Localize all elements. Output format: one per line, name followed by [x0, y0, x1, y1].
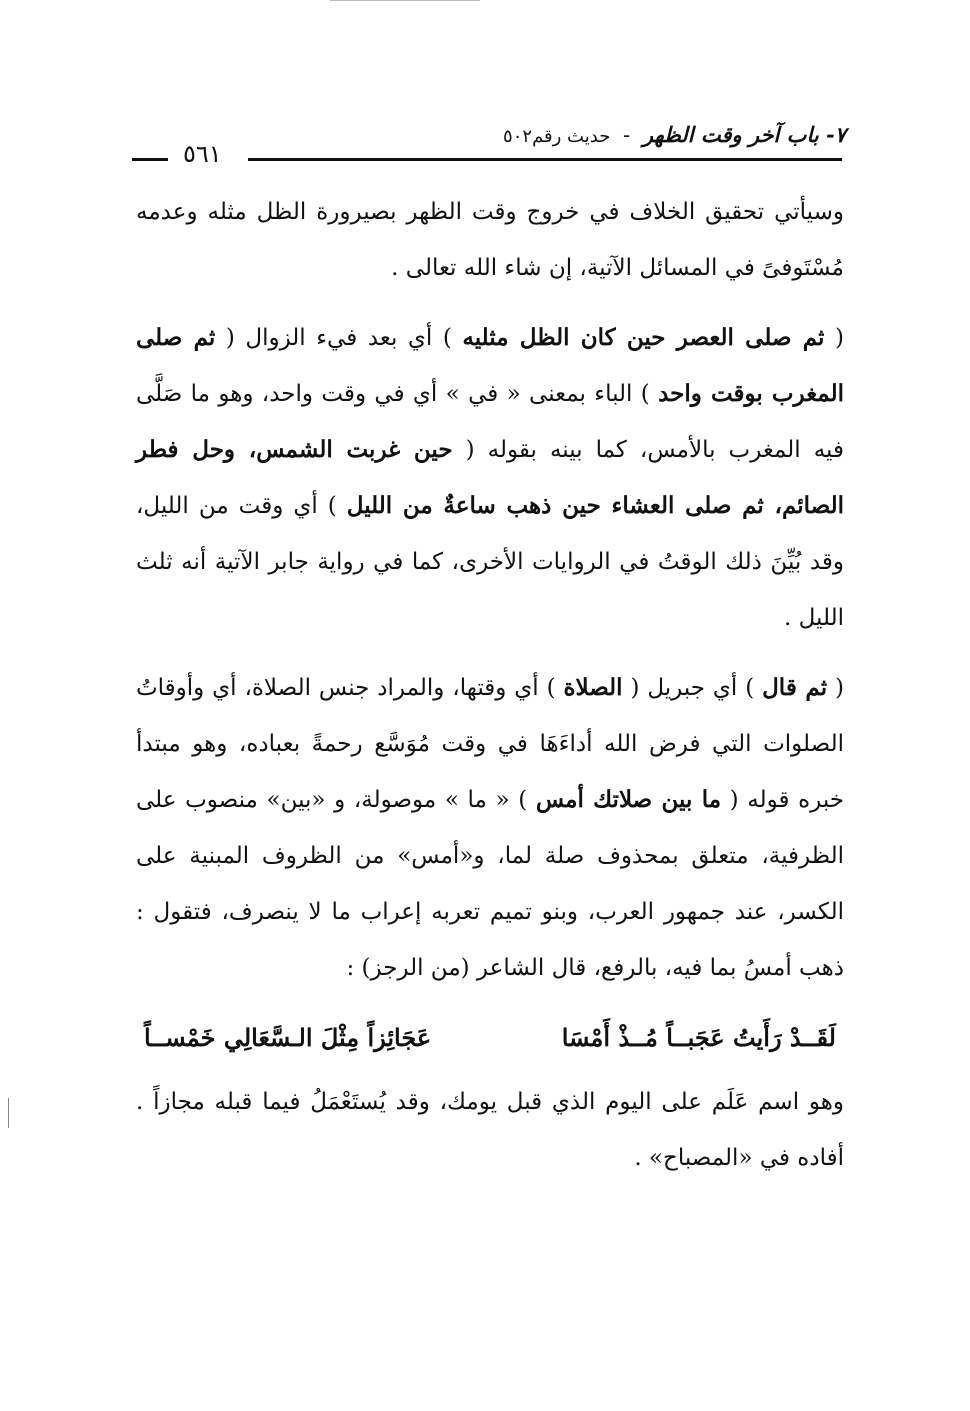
paragraph	[136, 184, 844, 296]
paragraph	[136, 660, 844, 996]
poem-verse	[136, 1010, 844, 1066]
header-chapter: ٧- باب آخر وقت الظهر	[642, 122, 846, 147]
poem-first-hemistich: لَقَــدْ رَأَيتُ عَجَبــاً مُــذْ أَمْسَا	[561, 1023, 836, 1052]
header-separator: -	[623, 123, 631, 147]
text-run: ) « ما » موصولة، و «بين» منصوب على الظرفية، متعلق بمحذوف صلة لما، و«أمس» من الظروف المبنية على الكسر، عند جمهور العرب، وبنو تميم تعربه إعراب ما لا ينصرف، فتقول : ذهب أمسُ بما فيه، بالرفع، قال الشاعر (من الرجز) :	[136, 787, 844, 981]
poem-second-hemistich: عَجَائِزاً مِثْلَ الـسَّعَالِي خَمْســاً	[144, 1023, 432, 1052]
text-run: (	[827, 675, 844, 701]
hadith-quote: حين غربت الشمس، وحل فطر الصائم، ثم صلى العشاء حين ذهب ساعةٌ من الليل	[136, 436, 844, 519]
text-run: ) أي وقتها، والمراد جنس الصلاة، أي وأوقاتُ الصلوات التي فرض الله أداءَهَا في وقت مُوَسَّع رحمةً بعباده، وهو مبتدأ خبره قوله (	[136, 675, 844, 813]
hadith-quote: الصلاة	[563, 674, 623, 701]
text-run: وسيأتي تحقيق الخلاف في خروج وقت الظهر بصيرورة الظل مثله وعدمه مُسْتَوفىً في المسائل الآتية، إن شاء الله تعالى .	[136, 199, 844, 281]
text-run: ) أي وقت من الليل، وقد بُيِّنَ ذلك الوقتُ في الروايات الأخرى، كما في رواية جابر الآتية أنه ثلث الليل .	[136, 493, 844, 631]
paragraph	[136, 310, 844, 646]
text-run: ) أي بعد فيء الزوال (	[215, 325, 463, 351]
header-hadith-number: حديث رقم٥٠٢	[503, 126, 611, 147]
paragraph	[136, 1074, 844, 1186]
text-run: ) أي جبريل (	[622, 675, 763, 701]
hadith-quote: ما بين صلاتك أمس	[535, 786, 722, 813]
page-number-rule	[132, 158, 168, 161]
page-number: ٥٦١	[183, 140, 222, 168]
scan-margin-mark	[8, 1098, 9, 1128]
hadith-quote: ثم صلى المغرب بوقت واحد	[136, 324, 844, 407]
page-body	[136, 184, 844, 1200]
running-header	[130, 118, 846, 158]
text-run: (	[824, 325, 844, 351]
header-rule	[248, 158, 842, 161]
hadith-quote: ثم قال	[762, 674, 828, 701]
scan-top-marks	[330, 0, 480, 5]
text-run: ) الباء بمعنى « في » أي في وقت واحد، وهو ما صَلَّى فيه المغرب بالأمس، كما بينه بقوله (	[136, 381, 844, 463]
header-title	[503, 122, 846, 147]
text-run: وهو اسم عَلَم على اليوم الذي قبل يومك، وقد يُستَعْمَلُ فيما قبله مجازاً . أفاده في «المصباح» .	[136, 1089, 844, 1171]
hadith-quote: ثم صلى العصر حين كان الظل مثليه	[462, 324, 825, 351]
